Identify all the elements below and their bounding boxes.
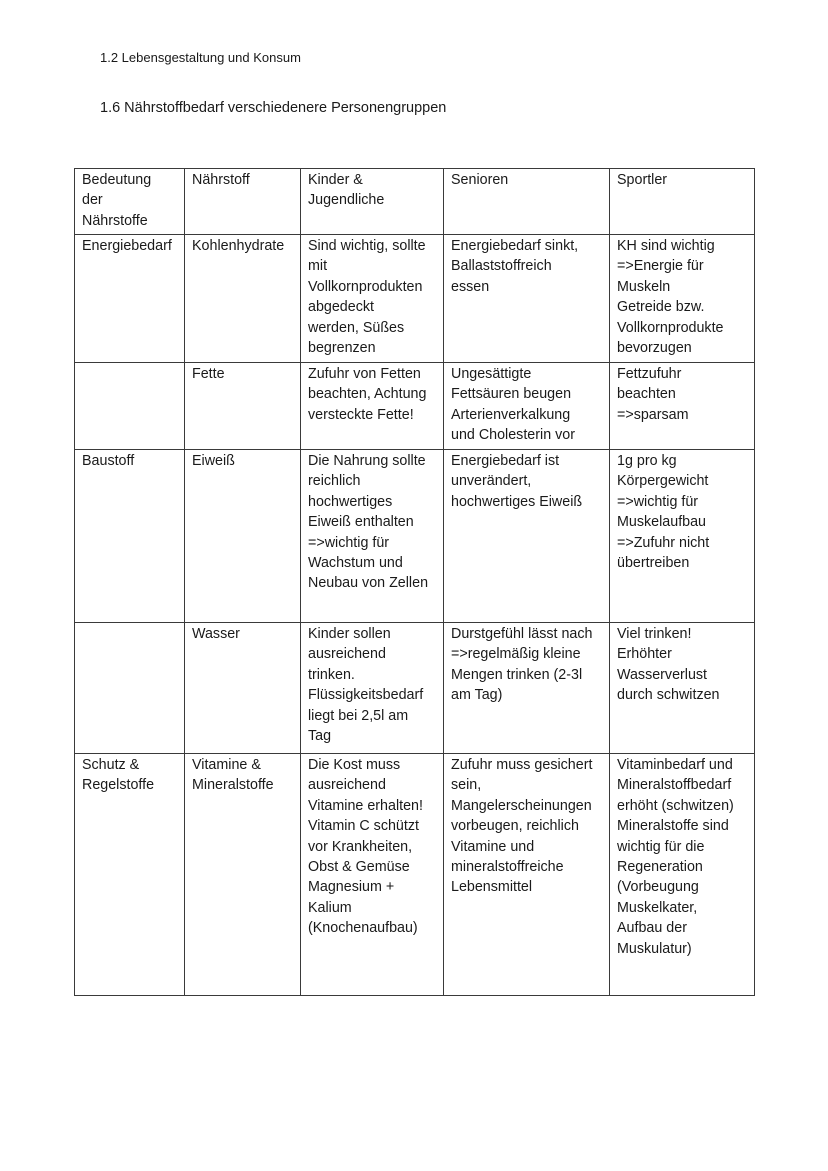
cell-naehrstoff: Fette [185,363,301,450]
header-cell-sportler: Sportler [610,169,755,235]
table-row [75,623,755,754]
header-cell-kinder: Kinder & Jugendliche [301,169,444,235]
cell-bedeutung: Schutz & Regelstoffe [75,754,185,996]
cell-sportler: Vitaminbedarf und Mineralstoffbedarf erhöht (schwitzen) Mineralstoffe sind wichtig für die Regeneration (Vorbeugung Muskelkater, Aufbau der Muskulatur) [610,754,755,996]
cell-naehrstoff: Eiweiß [185,450,301,623]
cell-naehrstoff: Wasser [185,623,301,754]
cell-senioren: Energiebedarf ist unverändert, hochwertiges Eiweiß [444,450,610,623]
table-row [75,754,755,996]
cell-sportler: 1g pro kg Körpergewicht =>wichtig für Muskelaufbau =>Zufuhr nicht übertreiben [610,450,755,623]
cell-kinder: Sind wichtig, sollte mit Vollkornprodukten abgedeckt werden, Süßes begrenzen [301,235,444,363]
cell-naehrstoff: Vitamine & Mineralstoffe [185,754,301,996]
table-header-row [75,169,755,235]
cell-sportler: Fettzufuhr beachten =>sparsam [610,363,755,450]
cell-bedeutung [75,623,185,754]
cell-bedeutung: Baustoff [75,450,185,623]
cell-kinder: Zufuhr von Fetten beachten, Achtung versteckte Fette! [301,363,444,450]
cell-sportler: KH sind wichtig =>Energie für Muskeln Getreide bzw. Vollkornprodukte bevorzugen [610,235,755,363]
header-cell-senioren: Senioren [444,169,610,235]
subsection-title: 1.6 Nährstoffbedarf verschiedenere Personengruppen [100,100,447,116]
cell-bedeutung: Energiebedarf [75,235,185,363]
table-row [75,235,755,363]
cell-senioren: Zufuhr muss gesichert sein, Mangelerscheinungen vorbeugen, reichlich Vitamine und mineralstoffreiche Lebensmittel [444,754,610,996]
section-title: 1.2 Lebensgestaltung und Konsum [100,50,301,65]
cell-bedeutung [75,363,185,450]
cell-senioren: Durstgefühl lässt nach =>regelmäßig kleine Mengen trinken (2-3l am Tag) [444,623,610,754]
table-row [75,363,755,450]
cell-kinder: Kinder sollen ausreichend trinken. Flüssigkeitsbedarf liegt bei 2,5l am Tag [301,623,444,754]
cell-senioren: Ungesättigte Fettsäuren beugen Arterienverkalkung und Cholesterin vor [444,363,610,450]
header-cell-bedeutung: Bedeutung der Nährstoffe [75,169,185,235]
cell-sportler: Viel trinken! Erhöhter Wasserverlust durch schwitzen [610,623,755,754]
cell-senioren: Energiebedarf sinkt, Ballaststoffreich essen [444,235,610,363]
cell-kinder: Die Nahrung sollte reichlich hochwertiges Eiweiß enthalten =>wichtig für Wachstum und Neubau von Zellen [301,450,444,623]
cell-naehrstoff: Kohlenhydrate [185,235,301,363]
nutrient-table [74,168,755,996]
cell-kinder: Die Kost muss ausreichend Vitamine erhalten! Vitamin C schützt vor Krankheiten, Obst & Gemüse Magnesium + Kalium (Knochenaufbau) [301,754,444,996]
header-cell-naehrstoff: Nährstoff [185,169,301,235]
table-row [75,450,755,623]
